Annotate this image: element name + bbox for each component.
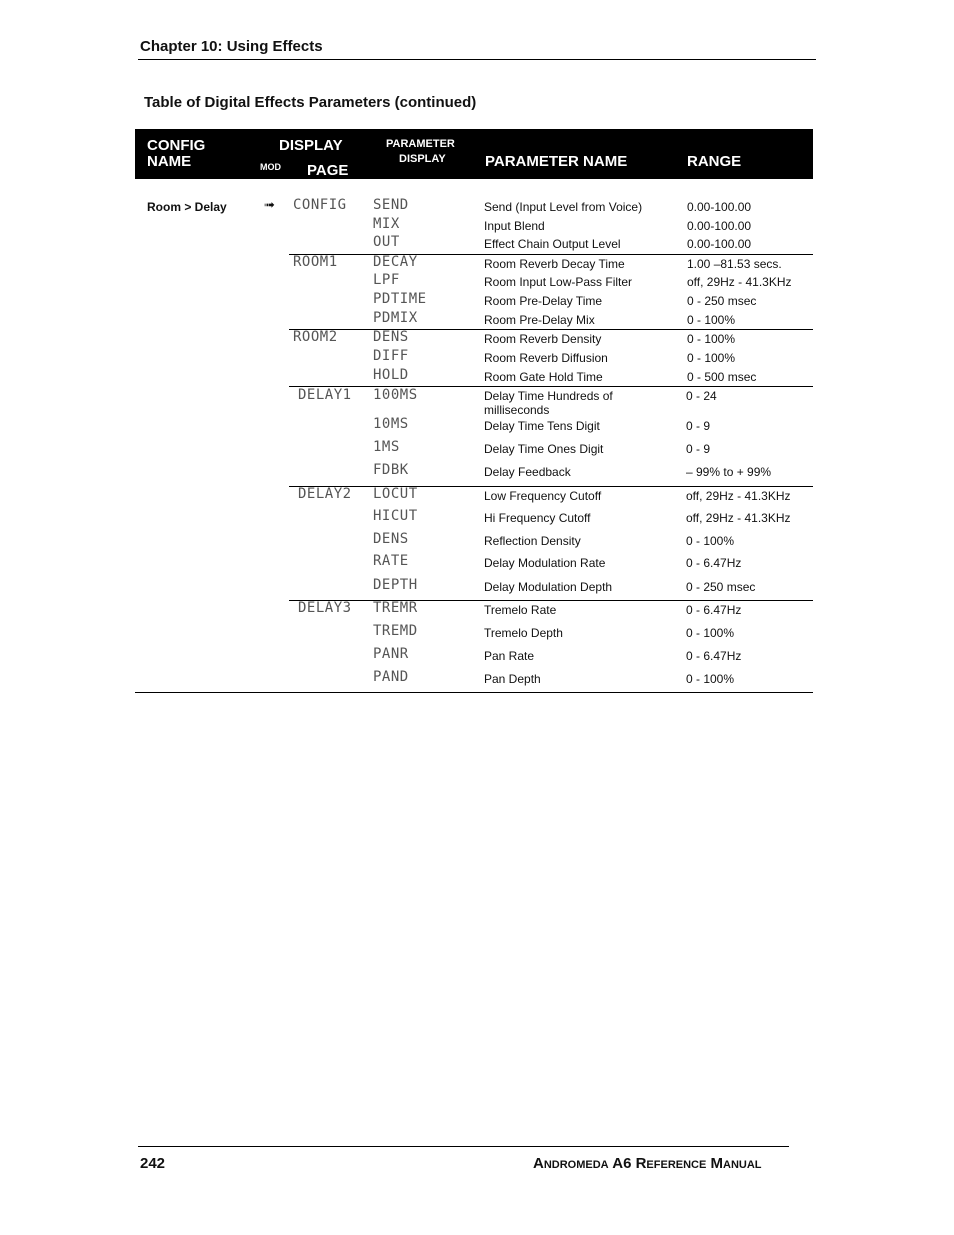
header-parameter: PARAMETER [386,138,455,150]
group-divider [289,329,813,330]
group-divider [289,486,813,487]
param-name-continued: milliseconds [484,403,550,417]
param-name: Reflection Density [484,534,581,548]
table-bottom-rule [135,692,813,693]
param-range: 0 - 6.47Hz [686,556,742,570]
arrow-icon: ➟ [264,197,275,212]
param-display: LPF [373,272,400,288]
param-range: 0 - 250 msec [687,294,757,308]
param-range: 0.00-100.00 [687,219,752,233]
param-name: Effect Chain Output Level [484,237,621,251]
param-display: PDMIX [373,310,418,326]
page-delay1: DELAY1 [298,387,352,403]
param-name: Delay Modulation Rate [484,556,606,570]
param-name: Delay Time Ones Digit [484,442,604,456]
param-display: TREMD [373,623,418,639]
param-display: 1MS [373,439,400,455]
param-range: off, 29Hz - 41.3KHz [686,511,791,525]
param-name: Low Frequency Cutoff [484,489,602,503]
group-divider [289,386,813,387]
param-name: Pan Depth [484,672,541,686]
param-display: RATE [373,553,409,569]
param-range: 0 - 100% [687,351,736,365]
table-title: Table of Digital Effects Parameters (continued) [144,94,477,111]
chapter-heading: Chapter 10: Using Effects [140,38,323,55]
page-room2: ROOM2 [293,329,338,345]
header-rule [138,59,816,60]
param-range: 0 - 6.47Hz [686,649,742,663]
param-name: Hi Frequency Cutoff [484,511,591,525]
param-name: Room Reverb Diffusion [484,351,608,365]
param-name: Delay Modulation Depth [484,580,613,594]
param-range: 1.00 –81.53 secs. [687,257,782,271]
page-delay3: DELAY3 [298,600,352,616]
header-parameter-name: PARAMETER NAME [485,153,628,170]
param-range: 0.00-100.00 [687,200,752,214]
param-range: – 99% to + 99% [686,465,772,479]
header-config: CONFIG [147,137,206,154]
param-range: 0 - 100% [686,626,735,640]
param-name: Pan Rate [484,649,535,663]
param-display: TREMR [373,600,418,616]
header-name: NAME [147,153,192,170]
param-display: OUT [373,234,400,250]
param-range: 0.00-100.00 [687,237,752,251]
param-display: SEND [373,197,409,213]
param-name: Tremelo Rate [484,603,557,617]
param-range: 0 - 6.47Hz [686,603,742,617]
manual-title-part: M [706,1155,723,1172]
param-display: MIX [373,216,400,232]
param-range: off, 29Hz - 41.3KHz [686,489,791,503]
manual-title-part: A [533,1155,544,1172]
header-range: RANGE [687,153,742,170]
param-display: DIFF [373,348,409,364]
param-display: HICUT [373,508,418,524]
param-range: 0 - 100% [686,534,735,548]
param-display: DENS [373,531,409,547]
param-name: Room Gate Hold Time [484,370,603,384]
footer-rule [138,1146,789,1147]
param-display: DECAY [373,254,418,270]
header-mod: MOD [260,162,281,172]
param-range: 0 - 100% [686,672,735,686]
param-display: DENS [373,329,409,345]
param-name: Delay Time Tens Digit [484,419,600,433]
param-name: Room Pre-Delay Mix [484,313,595,327]
header-page: PAGE [307,162,349,179]
param-name: Room Reverb Decay Time [484,257,625,271]
page-delay2: DELAY2 [298,486,352,502]
manual-title-part: EFERENCE [646,1159,707,1171]
page-room1: ROOM1 [293,254,338,270]
param-name: Room Reverb Density [484,332,602,346]
param-name: Delay Time Hundreds of [484,389,613,403]
header-parameter-display: DISPLAY [399,153,446,165]
manual-title-part: ANUAL [723,1159,762,1171]
page-number: 242 [140,1155,166,1172]
manual-title [533,1155,762,1172]
group-divider [289,254,813,255]
param-display: 100MS [373,387,418,403]
param-display: HOLD [373,367,409,383]
manual-title-part: NDROMEDA [543,1159,609,1171]
param-name: Send (Input Level from Voice) [484,200,643,214]
param-display: DEPTH [373,577,418,593]
param-name: Room Input Low-Pass Filter [484,275,633,289]
param-range: 0 - 500 msec [687,370,757,384]
param-range: 0 - 9 [686,419,711,433]
param-range: 0 - 250 msec [686,580,756,594]
param-name: Delay Feedback [484,465,571,479]
param-range: off, 29Hz - 41.3KHz [687,275,792,289]
param-display: FDBK [373,462,409,478]
header-display: DISPLAY [279,137,343,154]
page-config: CONFIG [293,197,347,213]
param-display: 10MS [373,416,409,432]
param-name: Tremelo Depth [484,626,563,640]
param-display: LOCUT [373,486,418,502]
param-display: PDTIME [373,291,427,307]
table-header [135,129,813,179]
param-range: 0 - 100% [687,332,736,346]
param-display: PAND [373,669,409,685]
param-name: Input Blend [484,219,545,233]
manual-title-part: A6 R [608,1155,647,1172]
param-range: 0 - 9 [686,442,711,456]
group-divider [289,600,813,601]
config-name: Room > Delay [147,200,227,214]
param-range: 0 - 24 [686,389,717,403]
param-name: Room Pre-Delay Time [484,294,603,308]
param-display: PANR [373,646,409,662]
param-range: 0 - 100% [687,313,736,327]
